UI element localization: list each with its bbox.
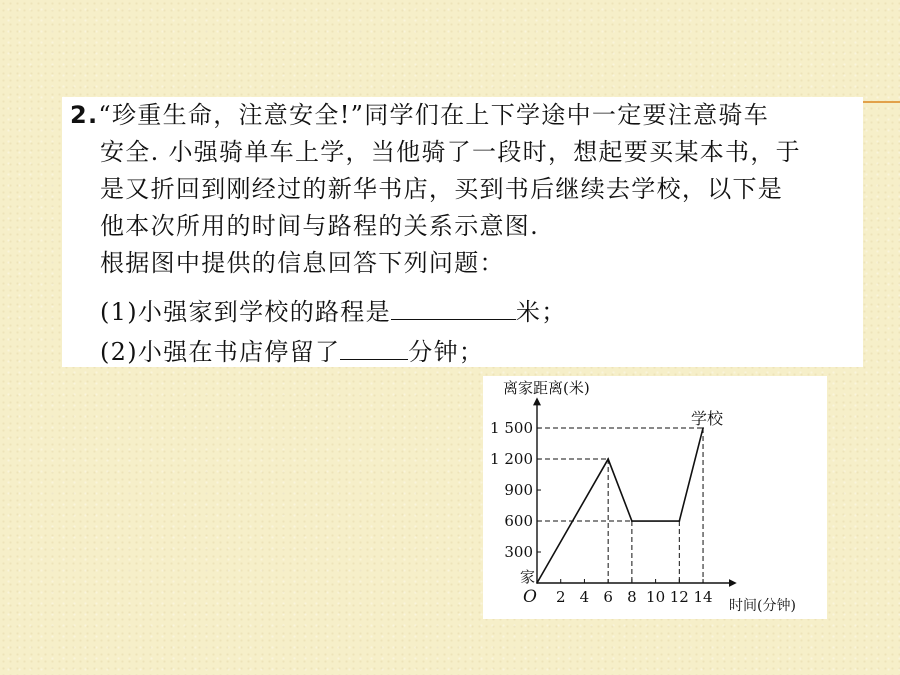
data-point-1 — [607, 458, 609, 460]
x-tick-label-10: 10 — [646, 588, 666, 606]
data-point-0 — [536, 582, 538, 584]
data-point-3 — [678, 520, 680, 522]
x-tick-label-6: 6 — [603, 588, 613, 606]
sub-question-1-prefix: (1)小强家到学校的路程是 — [100, 298, 391, 326]
home-label: 家 — [520, 568, 536, 586]
sub-question-2-prefix: (2)小强在书店停留了 — [100, 338, 341, 366]
distance-time-chart — [483, 376, 827, 619]
graph-box — [483, 376, 827, 619]
y-tick-label-900: 900 — [504, 481, 533, 500]
y-tick-label-1200: 1 200 — [490, 450, 533, 469]
answer-blank-1[interactable] — [391, 293, 516, 320]
sub-question-1 — [100, 293, 567, 327]
y-tick-label-1500: 1 500 — [490, 419, 533, 438]
x-tick-label-4: 4 — [579, 588, 590, 606]
question-line-2: 安全. 小强骑单车上学，当他骑了一段时，想起要买某本书，于 — [100, 138, 801, 166]
y-axis-label: 离家距离(米) — [503, 379, 590, 397]
x-tick-label-14: 14 — [693, 588, 713, 606]
answer-blank-2[interactable] — [340, 333, 408, 360]
question-line-4: 他本次所用的时间与路程的关系示意图. — [100, 212, 540, 240]
distance-time-line — [537, 428, 703, 583]
accent-line — [862, 101, 900, 103]
x-axis-label: 时间(分钟) — [729, 598, 796, 614]
sub-question-2-suffix: 分钟； — [408, 338, 485, 366]
x-tick-label-2: 2 — [555, 588, 566, 606]
x-tick-label-8: 8 — [627, 588, 637, 606]
question-line-3: 是又折回到刚经过的新华书店，买到书后继续去学校，以下是 — [100, 175, 784, 203]
question-text-1: “珍重生命，注意安全!”同学们在上下学途中一定要注意骑车 — [98, 101, 770, 129]
x-tick-label-12: 12 — [669, 588, 689, 606]
school-label: 学校 — [691, 409, 724, 428]
question-line-1 — [70, 100, 769, 130]
question-box — [62, 97, 863, 367]
sub-question-1-suffix: 米； — [515, 298, 567, 326]
question-line-5: 根据图中提供的信息回答下列问题： — [100, 249, 505, 277]
question-number: 2. — [70, 101, 99, 129]
data-point-2 — [631, 520, 633, 522]
sub-question-2 — [100, 333, 484, 367]
y-tick-label-600: 600 — [504, 512, 533, 531]
origin-label: O — [523, 587, 537, 607]
y-tick-label-300: 300 — [504, 543, 533, 562]
